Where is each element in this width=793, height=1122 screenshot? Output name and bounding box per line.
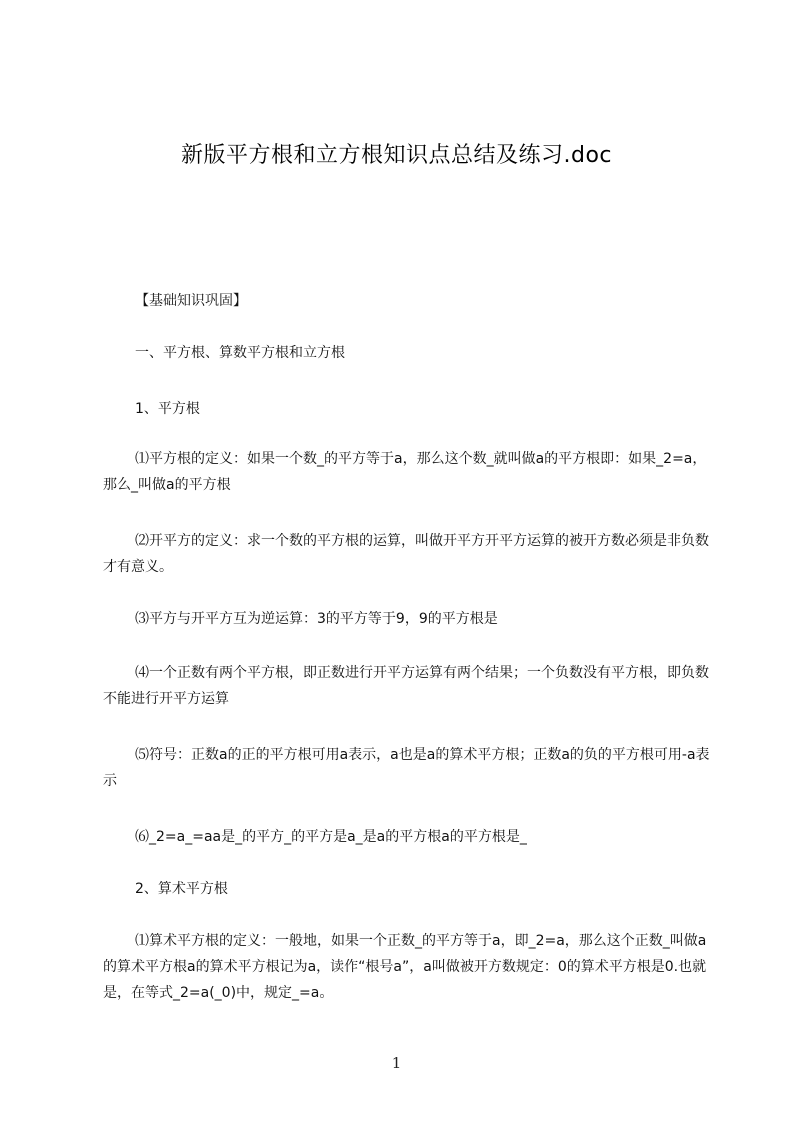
- paragraph-7: ⑴算术平方根的定义：一般地，如果一个正数_的平方等于a，即_2=a，那么这个正数_叫做a的算术平方根a的算术平方根记为a，读作“根号a”，a叫做被开方数规定：0的算术平方根是0.也就是，在等式_2=a(_0)中，规定_=a。: [103, 933, 707, 1001]
- paragraph-1: ⑴平方根的定义：如果一个数_的平方等于a，那么这个数_就叫做a的平方根即：如果_2=a，那么_叫做a的平方根: [103, 451, 707, 493]
- part1-heading: 一、平方根、算数平方根和立方根: [135, 345, 345, 361]
- sub1-heading: 1、平方根: [135, 401, 200, 417]
- paragraph-4: ⑷一个正数有两个平方根，即正数进行开平方运算有两个结果；一个负数没有平方根，即负数不能进行开平方运算: [103, 665, 709, 707]
- section-label: 【基础知识巩固】: [135, 293, 247, 309]
- page-number: 1: [391, 1054, 402, 1072]
- sub2-heading: 2、算术平方根: [135, 881, 228, 897]
- paragraph-2: ⑵开平方的定义：求一个数的平方根的运算，叫做开平方开平方运算的被开方数必须是非负数才有意义。: [103, 533, 709, 575]
- document-title: 新版平方根和立方根知识点总结及练习.doc: [180, 143, 612, 168]
- paragraph-5: ⑸符号：正数a的正的平方根可用a表示，a也是a的算术平方根；正数a的负的平方根可用-a表示: [103, 747, 710, 789]
- paragraph-3: ⑶平方与开平方互为逆运算：3的平方等于9，9的平方根是: [135, 611, 498, 627]
- paragraph-6: ⑹_2=a_=aa是_的平方_的平方是a_是a的平方根a的平方根是_: [135, 829, 527, 845]
